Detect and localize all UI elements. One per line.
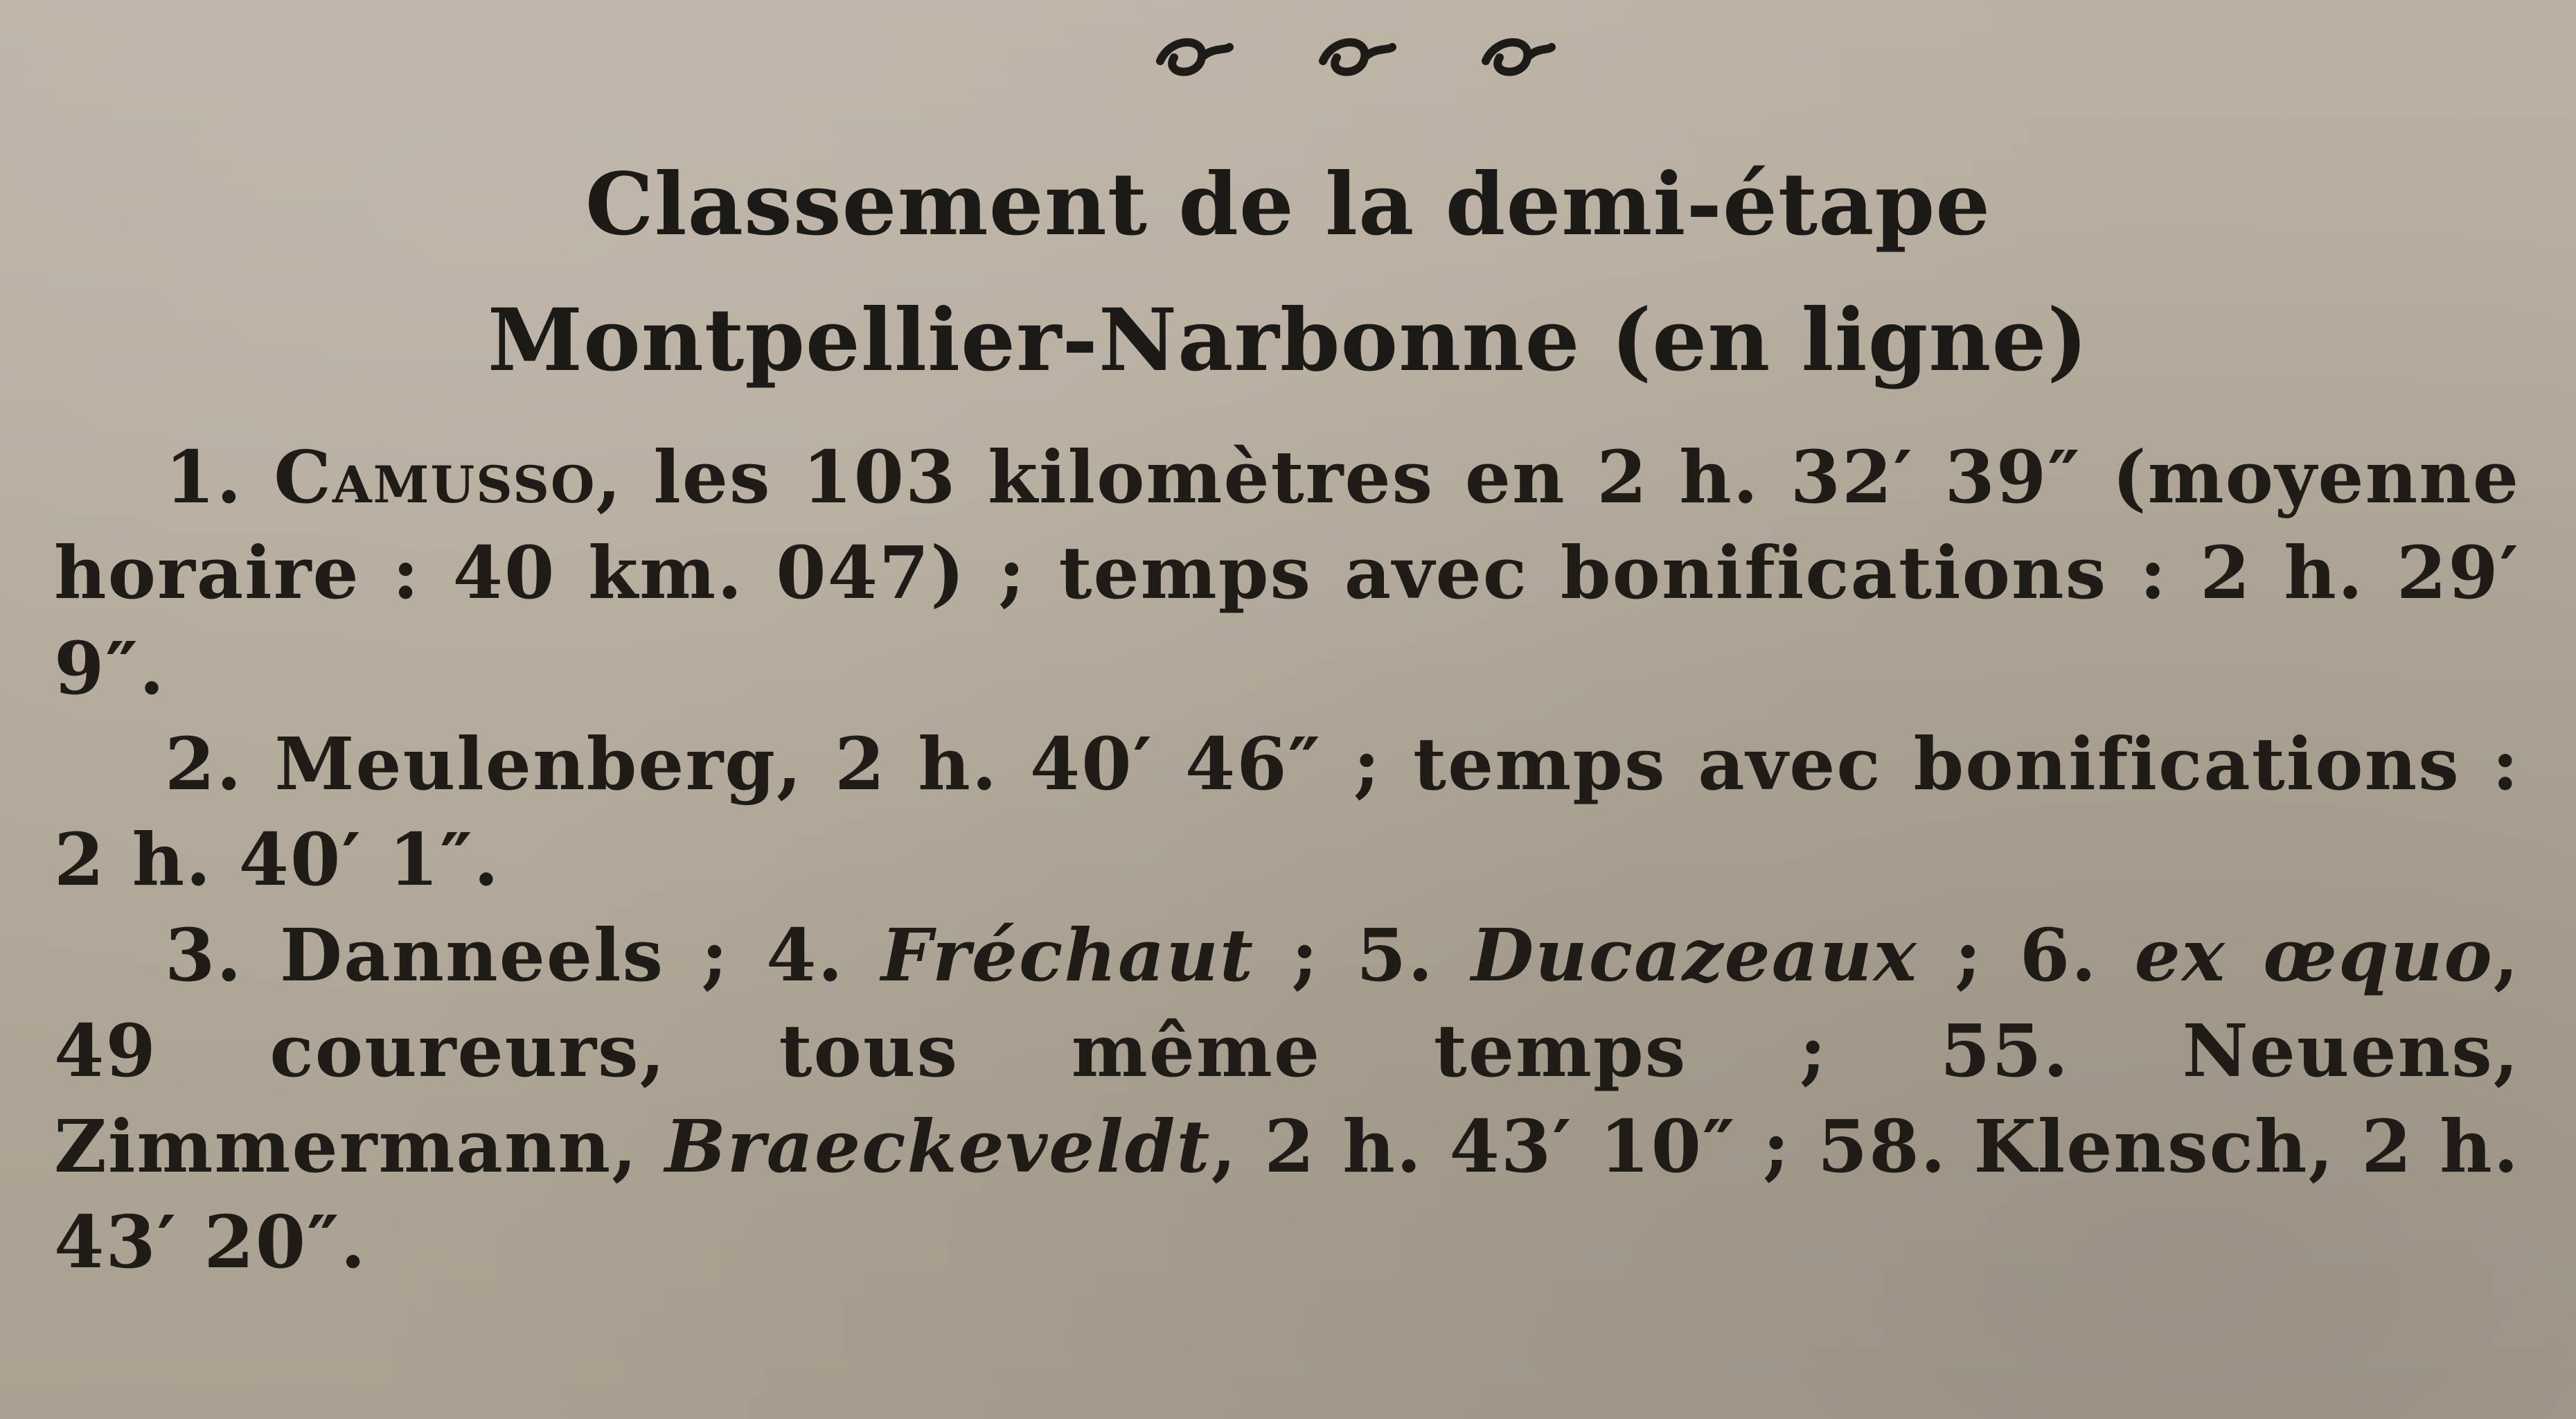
result-1-detail: , les 103 kilomètres en 2 h. 32′ 39″ (moyenne horaire : 40 km. 047) ; temps avec bonifications : 2 h. 29′ 9″. bbox=[54, 434, 2520, 711]
ornament-swirl bbox=[1323, 42, 1392, 72]
ornament-swirl bbox=[1486, 42, 1552, 72]
result-paragraph-2: 2. Meulenberg, 2 h. 40′ 46″ ; temps avec bonifications : 2 h. 40′ 1″. bbox=[54, 721, 2520, 902]
rider-name-braeckeveldt: Braeckeveldt bbox=[664, 1104, 1211, 1189]
rank-1: 1. bbox=[165, 434, 274, 520]
ornament-swirl bbox=[1160, 42, 1229, 72]
result-paragraph-1 bbox=[54, 430, 2520, 716]
rider-name-ducazeaux: Ducazeaux bbox=[1471, 913, 1918, 998]
result-3-text-c: ; 6. bbox=[1917, 913, 2135, 998]
result-3-text-e: , 2 h. 43′ 10″ ; 58. Klensch, 2 h. 43′ 20″. bbox=[54, 1104, 2520, 1285]
heading-line-2: Montpellier-Narbonne (en ligne) bbox=[487, 290, 2089, 391]
result-paragraph-3 bbox=[54, 908, 2520, 1290]
rider-name-camusso: Camusso bbox=[274, 434, 596, 520]
rider-name-frechaut: Fréchaut bbox=[881, 913, 1254, 998]
ex-aequo-label: ex œquo bbox=[2134, 913, 2494, 998]
result-3-text-a: 3. Danneels ; 4. bbox=[165, 913, 882, 998]
result-3-text-b: ; 5. bbox=[1254, 913, 1471, 998]
result-3-text-d: , 49 coureurs, tous même temps ; 55. Neuens, Zimmermann, bbox=[54, 913, 2520, 1189]
ornament-divider bbox=[1122, 19, 1565, 96]
results-text bbox=[54, 430, 2520, 1290]
heading-line-1: Classement de la demi-étape bbox=[585, 155, 1991, 255]
